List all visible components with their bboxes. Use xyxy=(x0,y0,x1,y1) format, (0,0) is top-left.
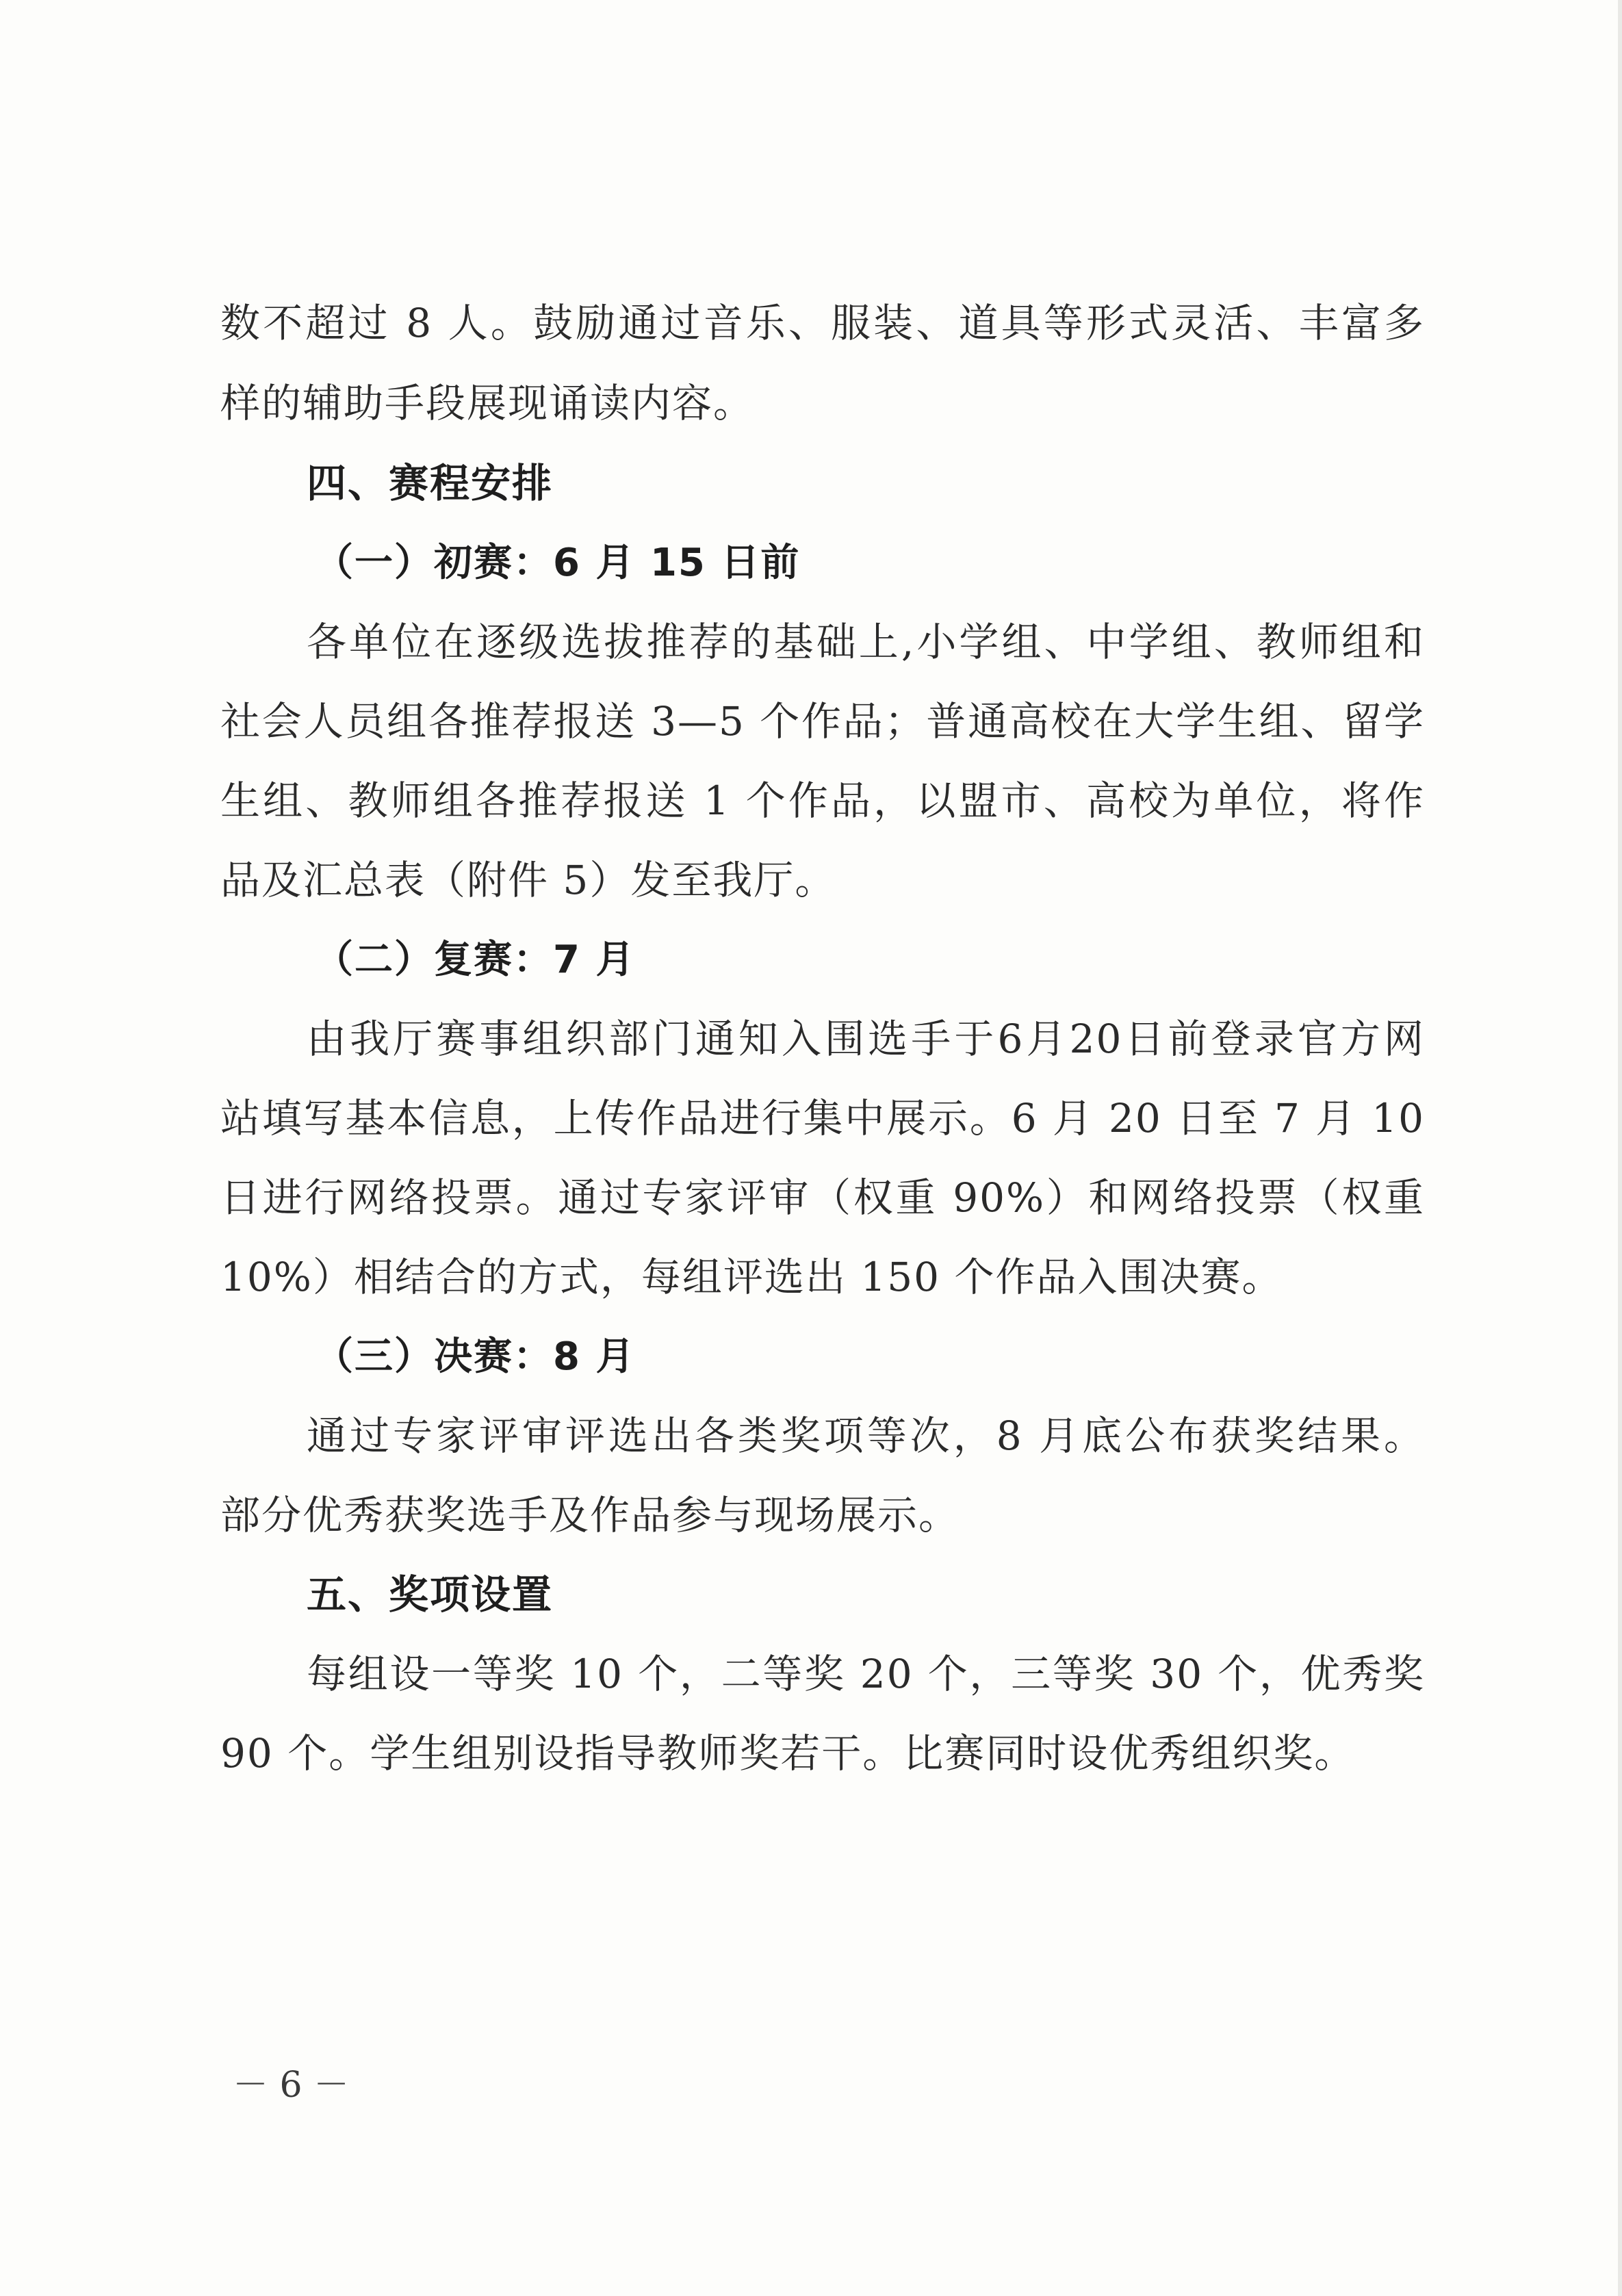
paragraph-line: 日进行网络投票。通过专家评审（权重 90%）和网络投票（权重 xyxy=(220,1174,1425,1221)
section-heading: 四、赛程安排 xyxy=(307,460,554,506)
section-heading: 五、奖项设置 xyxy=(307,1571,554,1618)
subsection-heading: （三）决赛：8 月 xyxy=(315,1334,636,1379)
page-number: － 6 － xyxy=(233,2065,350,2106)
paragraph-line: 站填写基本信息，上传作品进行集中展示。6 月 20 日至 7 月 10 xyxy=(220,1095,1425,1141)
paragraph-line: 90 个。学生组别设指导教师奖若干。比赛同时设优秀组织奖。 xyxy=(220,1730,1356,1777)
paragraph-line: 10%）相结合的方式，每组评选出 150 个作品入围决赛。 xyxy=(220,1254,1283,1300)
paragraph-line: 通过专家评审评选出各类奖项等次，8 月底公布获奖结果。 xyxy=(307,1413,1425,1459)
paragraph-line: 社会人员组各推荐报送 3—5 个作品；普通高校在大学生组、留学 xyxy=(220,698,1425,745)
paragraph-line: 生组、教师组各推荐报送 1 个作品，以盟市、高校为单位，将作 xyxy=(220,777,1425,824)
paragraph-line: 数不超过 8 人。鼓励通过音乐、服装、道具等形式灵活、丰富多 xyxy=(220,300,1425,346)
paragraph-line: 品及汇总表（附件 5）发至我厅。 xyxy=(220,857,836,903)
scan-edge xyxy=(1618,0,1622,2296)
paragraph-line: 部分优秀获奖选手及作品参与现场展示。 xyxy=(220,1492,960,1538)
subsection-heading: （一）初赛：6 月 15 日前 xyxy=(315,541,801,585)
paragraph-line: 样的辅助手段展现诵读内容。 xyxy=(220,380,755,426)
paragraph-line: 各单位在逐级选拔推荐的基础上,小学组、中学组、教师组和 xyxy=(307,619,1425,665)
paragraph-line: 由我厅赛事组织部门通知入围选手于6月20日前登录官方网 xyxy=(307,1016,1425,1062)
subsection-heading: （二）复赛：7 月 xyxy=(315,938,636,982)
paragraph-line: 每组设一等奖 10 个，二等奖 20 个，三等奖 30 个，优秀奖 xyxy=(307,1651,1425,1697)
